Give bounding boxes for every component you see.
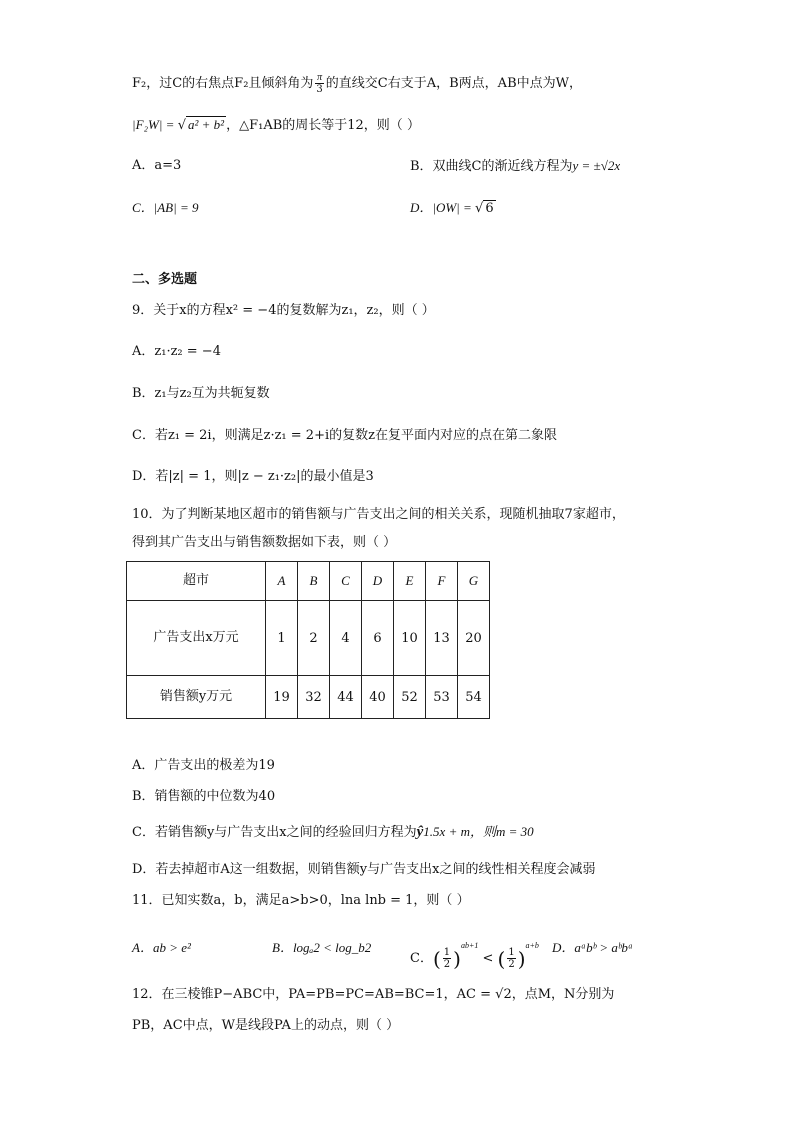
q9-option-c: C．若z₁ = 2i，则满足z·z₁ = 2+i的复数z在复平面内对应的点在第二象限 — [132, 428, 557, 443]
table-cell: 6 — [362, 601, 394, 676]
table-cell: 20 — [458, 601, 490, 676]
row-x-label: 广告支出x万元 — [153, 630, 239, 645]
q9-stem: 9．关于x的方程x² = −4的复数解为z₁，z₂，则（ ） — [132, 303, 435, 318]
q11-option-c-label: C． — [410, 951, 433, 966]
q8-option-d: D．|OW| = √ 6 — [410, 200, 494, 216]
q8-option-c-text: C．|AB| = 9 — [132, 200, 199, 215]
table-header-cell: G — [458, 562, 490, 601]
q8-option-b-math: y = ±√2x — [572, 158, 621, 173]
q11-option-c-exp1: ab+1 — [460, 941, 479, 950]
q8-angle-num: π — [317, 72, 323, 83]
q8-cond-left: |F₂W| = — [132, 117, 178, 132]
q8-option-c — [132, 198, 198, 219]
q11-stem: 11．已知实数a，b，满足a>b>0，lna lnb = 1，则（ ） — [132, 893, 470, 908]
q8-stem-line2: |F₂W| = √ a² + b² ，△F₁AB的周长等于12，则（ ） — [132, 117, 420, 133]
q9-option-a: A．z₁·z₂ = −4 — [132, 344, 221, 359]
q8-option-d-sqrt: 6 — [485, 201, 494, 216]
q11-option-b-text: B．logₐ2 < log_b2 — [272, 940, 372, 955]
table-row-ad-spend — [127, 601, 490, 676]
q9-option-b: B．z₁与z₂互为共轭复数 — [132, 386, 270, 401]
table-cell: 2 — [298, 601, 330, 676]
q10-option-c — [132, 822, 534, 843]
section-title: 二、多选题 — [132, 272, 198, 287]
q8-cond-right: ，△F₁AB的周长等于12，则（ ） — [226, 118, 420, 133]
q11-option-c: C．( $\frac{1}{2}$ )$^{ab+1}$ < ( $\frac{1}{2}$ )$^{a+b}$ — [410, 926, 539, 979]
table-header-cell: A — [266, 562, 298, 601]
table-cell: 40 — [362, 676, 394, 719]
table-header-cell: F — [426, 562, 458, 601]
q8-option-b-text: B．双曲线C的渐近线方程为 — [410, 159, 573, 174]
q11-option-d — [552, 938, 633, 959]
q8-angle-fraction — [315, 72, 323, 95]
q11-option-a-text: A．ab > e² — [132, 940, 191, 955]
right-paren-icon: ) — [517, 946, 526, 971]
q12-stem-line2: PB，AC中点，W是线段PA上的动点，则（ ） — [132, 1018, 400, 1033]
q8-stem-part2: 的直线交C右支于A，B两点，AB中点为W， — [325, 76, 582, 91]
table-cell: 53 — [426, 676, 458, 719]
q8-cond-sqrt: a² + b² — [188, 117, 225, 132]
q8-option-b — [410, 156, 620, 177]
left-paren-icon: ( — [432, 946, 441, 971]
table-cell: 13 — [426, 601, 458, 676]
left-paren-icon: ( — [497, 946, 506, 971]
table-header-cell: 超市 — [127, 562, 266, 601]
q12-stem-line1: 12．在三棱锥P−ABC中，PA=PB=PC=AB=BC=1，AC = √2，点M，N分别为 — [132, 987, 615, 1002]
table-header-cell: C — [330, 562, 362, 601]
table-cell: 4 — [330, 601, 362, 676]
q8-option-a-text: A．a=3 — [132, 158, 182, 173]
table-cell: 52 — [394, 676, 426, 719]
q8-stem-line1 — [132, 72, 582, 95]
q8-angle-den: 3 — [316, 84, 323, 95]
q8-option-a — [132, 156, 181, 176]
q11-option-a — [132, 938, 191, 959]
q10-data-table — [126, 561, 490, 719]
half-fraction: $\frac{1}{2}$ — [508, 947, 515, 970]
q8-option-d-text: D．|OW| = — [410, 200, 476, 215]
q10-option-c-pre: C．若销售额y与广告支出x之间的经验回归方程为 — [132, 825, 417, 840]
q9-option-d: D．若|z| = 1，则|z − z₁·z₂|的最小值是3 — [132, 469, 374, 484]
q11-option-d-text: D．aᵃbᵇ > aᵇbᵃ — [552, 940, 634, 955]
y-hat-glyph-icon: ŷ — [416, 824, 424, 840]
table-header-cell: B — [298, 562, 330, 601]
table-row-label — [127, 601, 266, 676]
q10-stem-line2: 得到其广告支出与销售额数据如下表，则（ ） — [132, 535, 397, 550]
q10-option-b: B．销售额的中位数为40 — [132, 789, 276, 804]
q10-stem-line1: 10．为了判断某地区超市的销售额与广告支出之间的相关关系，现随机抽取7家超市， — [132, 507, 625, 522]
q8-stem-part1: F₂，过C的右焦点F₂且倾斜角为 — [132, 76, 314, 91]
half-fraction: $\frac{1}{2}$ — [443, 947, 451, 970]
table-header-cell: D — [362, 562, 394, 601]
table-cell: 1 — [266, 601, 298, 676]
q11-option-c-exp2: a+b — [525, 941, 539, 950]
table-cell: 32 — [298, 676, 330, 719]
q10-option-c-post: 1.5x + m，则m = 30 — [423, 824, 534, 839]
q10-option-d: D．若去掉超市A这一组数据，则销售额y与广告支出x之间的线性相关程度会减弱 — [132, 862, 596, 877]
table-row-label: 销售额y万元 — [127, 676, 266, 719]
table-cell: 19 — [266, 676, 298, 719]
table-header-row — [127, 562, 490, 601]
q11-option-b — [272, 938, 371, 959]
table-header-cell: E — [394, 562, 426, 601]
table-cell: 44 — [330, 676, 362, 719]
right-paren-icon: ) — [453, 946, 461, 971]
table-cell: 54 — [458, 676, 490, 719]
table-row-sales — [127, 676, 490, 719]
table-cell: 10 — [394, 601, 426, 676]
q10-option-a: A．广告支出的极差为19 — [132, 758, 275, 773]
